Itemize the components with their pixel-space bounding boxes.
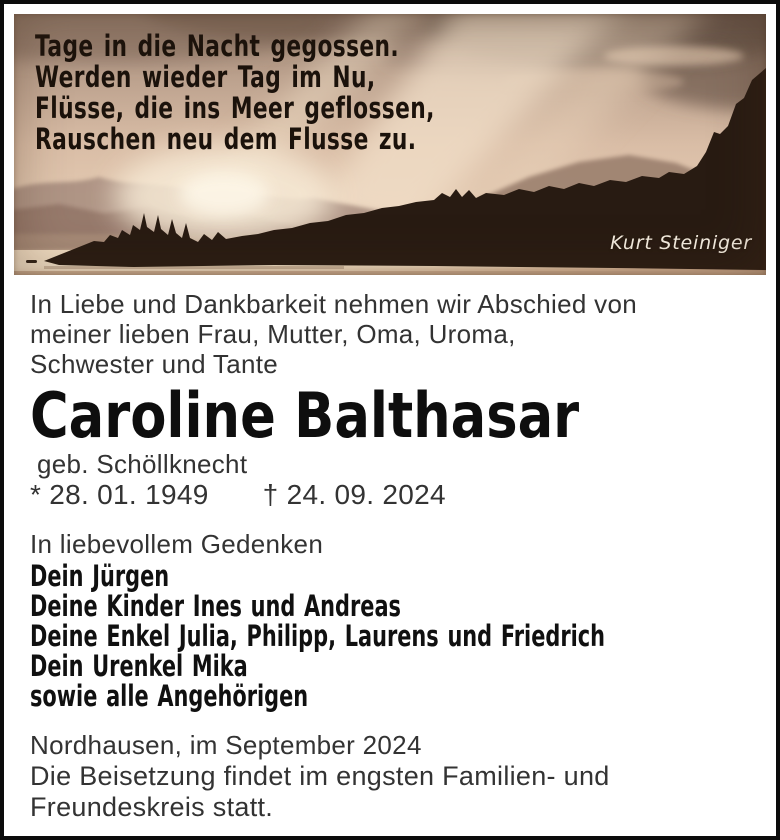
- memorial-photo: [14, 14, 766, 275]
- poem-line: Tage in die Nacht gegossen.: [35, 29, 400, 63]
- mourner-line: Dein Urenkel Mika: [30, 649, 248, 683]
- maiden-name: geb. Schöllknecht: [37, 449, 248, 479]
- place-date: Nordhausen, im September 2024: [30, 730, 422, 760]
- poem-line: Rauschen neu dem Flusse zu.: [35, 122, 417, 156]
- funeral-note-line: Die Beisetzung findet im engsten Familien- und: [30, 761, 610, 791]
- intro-line: Schwester und Tante: [30, 349, 279, 379]
- mourners-list: [30, 561, 768, 711]
- announcement-body: [30, 275, 768, 823]
- birth-date: * 28. 01. 1949: [30, 479, 209, 510]
- deceased-name: Caroline Balthasar: [30, 379, 580, 452]
- mourner-line: Deine Enkel Julia, Philipp, Laurens und Friedrich: [30, 619, 606, 653]
- memorial-heading: In liebevollem Gedenken: [30, 529, 324, 559]
- mourner-line: sowie alle Angehörigen: [30, 679, 309, 713]
- intro-line: meiner lieben Frau, Mutter, Oma, Uroma,: [30, 319, 516, 349]
- poem: [35, 31, 435, 155]
- mourner-line: Deine Kinder Ines und Andreas: [30, 589, 401, 623]
- photo-credit: Kurt Steiniger: [610, 232, 752, 254]
- poem-line: Werden wieder Tag im Nu,: [35, 60, 376, 94]
- death-date: † 24. 09. 2024: [262, 479, 446, 510]
- funeral-note: [30, 761, 768, 823]
- life-dates: [30, 481, 768, 509]
- intro-line: In Liebe und Dankbarkeit nehmen wir Abschied von: [30, 289, 637, 319]
- funeral-note-line: Freundeskreis statt.: [30, 792, 274, 822]
- poem-line: Flüsse, die ins Meer geflossen,: [35, 91, 435, 125]
- mourner-line: Dein Jürgen: [30, 559, 170, 593]
- farewell-intro: [30, 289, 768, 379]
